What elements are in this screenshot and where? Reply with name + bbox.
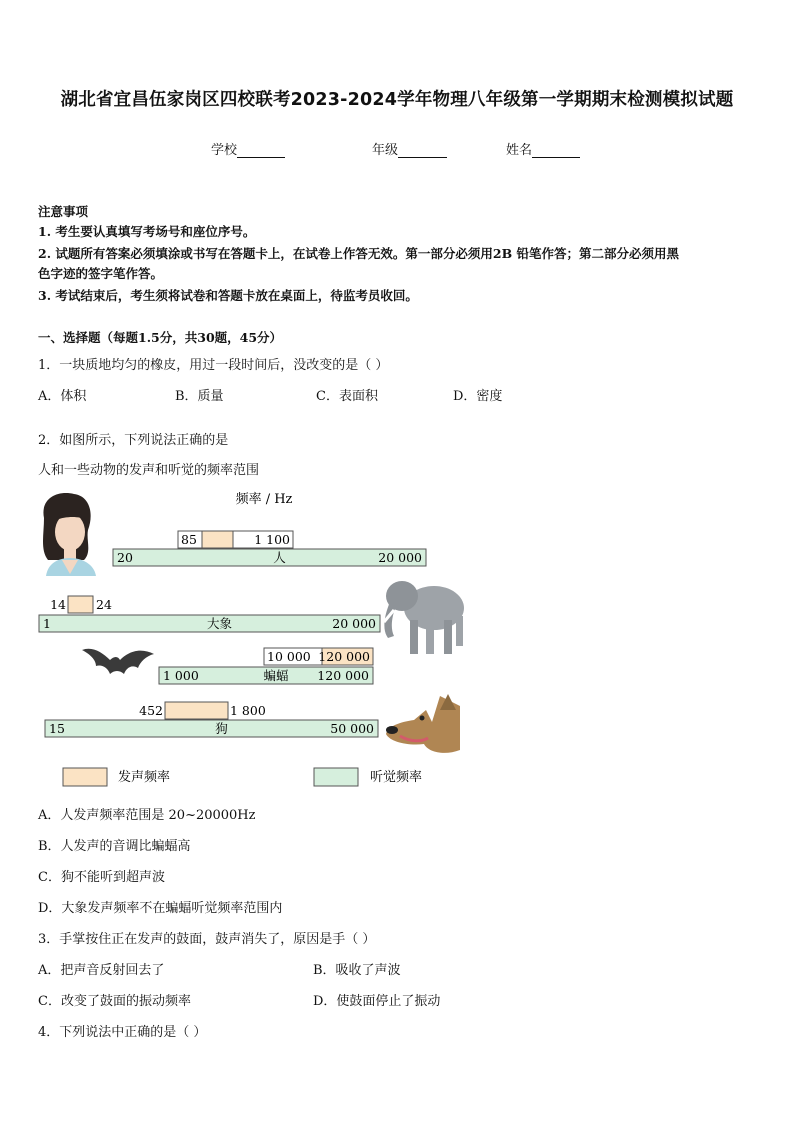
person-emit-high: 1 100 <box>254 532 290 547</box>
q1-option-b[interactable]: B．质量 <box>175 389 224 404</box>
bat-emit-low: 10 000 <box>267 649 311 664</box>
woman-icon <box>43 493 96 576</box>
frequency-chart <box>30 484 470 794</box>
dog-icon <box>386 694 460 753</box>
grade-label: 年级 <box>372 143 399 158</box>
q2-option-a[interactable]: A．人发声频率范围是 20~20000Hz <box>38 808 256 823</box>
grade-field <box>372 139 447 158</box>
bat-emit-high: 120 000 <box>318 649 370 664</box>
elephant-hear-high: 20 000 <box>332 616 376 631</box>
legend-swatch-emit <box>63 768 107 786</box>
dog-hear-bar <box>45 720 378 737</box>
dog-name-label: 狗 <box>215 721 228 736</box>
q1-stem: 1．一块质地均匀的橡皮，用过一段时间后，没改变的是（ ） <box>38 358 389 373</box>
name-field <box>506 139 580 158</box>
section-heading: 一、选择题（每题1.5分，共30题，45分） <box>38 330 283 345</box>
q1-option-d[interactable]: D．密度 <box>453 389 503 404</box>
q2-option-d[interactable]: D．大象发声频率不在蝙蝠听觉频率范围内 <box>38 901 283 916</box>
bat-hear-low: 1 000 <box>163 668 199 683</box>
q2-option-c[interactable]: C．狗不能听到超声波 <box>38 870 165 885</box>
dog-hear-low: 15 <box>49 721 65 736</box>
q4-stem: 4．下列说法中正确的是（ ） <box>38 1025 207 1040</box>
elephant-icon <box>384 581 464 654</box>
elephant-hear-low: 1 <box>43 616 51 631</box>
figure-caption: 人和一些动物的发声和听觉的频率范围 <box>38 463 260 478</box>
q2-option-b[interactable]: B．人发声的音调比蝙蝠高 <box>38 839 191 854</box>
dog-emit-high: 1 800 <box>230 703 266 718</box>
dog-hear-high: 50 000 <box>330 721 374 736</box>
school-blank[interactable] <box>237 144 285 158</box>
q1-option-c[interactable]: C．表面积 <box>316 389 378 404</box>
grade-blank[interactable] <box>398 144 447 158</box>
bat-icon <box>82 649 154 674</box>
person-emit-bar <box>202 531 233 548</box>
bat-name-label: 蝙蝠 <box>263 668 289 683</box>
q3-option-b[interactable]: B．吸收了声波 <box>313 963 401 978</box>
elephant-emit-high: 24 <box>96 597 112 612</box>
person-hear-high: 20 000 <box>378 550 422 565</box>
elephant-name-label: 大象 <box>206 616 233 631</box>
elephant-emit-bar <box>68 596 93 613</box>
notice-item-1: 1. 考生要认真填写考场号和座位序号。 <box>38 224 256 239</box>
q3-option-c[interactable]: C．改变了鼓面的振动频率 <box>38 994 191 1009</box>
q3-option-a[interactable]: A．把声音反射回去了 <box>38 963 165 978</box>
person-name-label: 人 <box>273 550 286 565</box>
person-emit-low: 85 <box>181 532 197 547</box>
legend-swatch-hear <box>314 768 358 786</box>
dog-emit-low: 452 <box>139 703 163 718</box>
q3-option-d[interactable]: D．使鼓面停止了振动 <box>313 994 441 1009</box>
name-label: 姓名 <box>506 143 533 158</box>
q2-stem: 2．如图所示，下列说法正确的是 <box>38 433 229 448</box>
school-field <box>211 139 285 158</box>
notice-heading: 注意事项 <box>38 204 89 219</box>
bat-hear-high: 120 000 <box>317 668 369 683</box>
q3-stem: 3．手掌按住正在发声的鼓面，鼓声消失了，原因是手（ ） <box>38 932 376 947</box>
notice-item-2: 2. 试题所有答案必须填涂或书写在答题卡上，在试卷上作答无效。第一部分必须用2B 铅笔作答；第二部分必须用黑 <box>38 246 680 261</box>
name-blank[interactable] <box>532 144 580 158</box>
legend-label-emit: 发声频率 <box>118 770 171 785</box>
chart-title: 频率 / Hz <box>235 492 293 507</box>
chart-rows <box>39 531 426 737</box>
legend-label-hear: 听觉频率 <box>370 770 423 785</box>
person-hear-low: 20 <box>117 550 133 565</box>
elephant-emit-low: 14 <box>50 597 66 612</box>
dog-emit-bar <box>165 702 228 719</box>
q1-option-a[interactable]: A．体积 <box>38 389 87 404</box>
notice-item-3: 3. 考试结束后，考生须将试卷和答题卡放在桌面上，待监考员收回。 <box>38 288 418 303</box>
exam-title: 湖北省宜昌伍家岗区四校联考2023-2024学年物理八年级第一学期期末检测模拟试题 <box>60 90 734 110</box>
school-label: 学校 <box>211 143 238 158</box>
notice-item-2-cont: 色字迹的签字笔作答。 <box>38 266 164 281</box>
